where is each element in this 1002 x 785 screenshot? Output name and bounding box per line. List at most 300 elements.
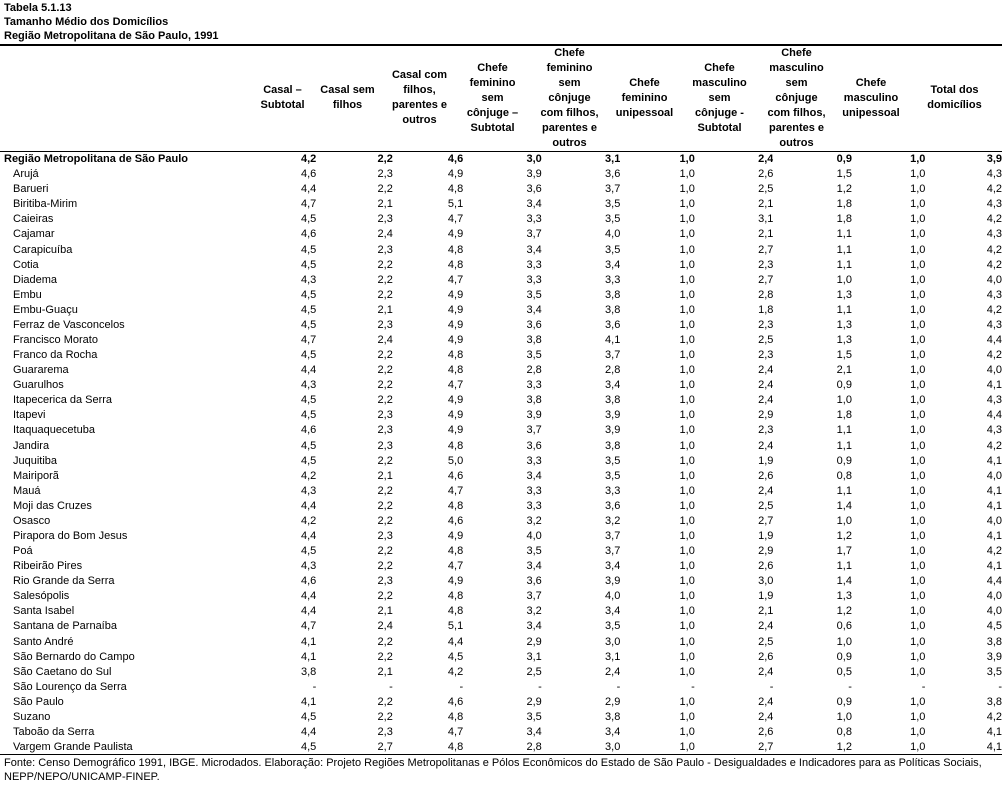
value-cell: 2,3	[377, 213, 393, 226]
value-cell: 4,1	[986, 529, 1002, 542]
value-cell: 3,5	[605, 243, 621, 256]
value-cell: 1,0	[910, 183, 926, 196]
value-cell: 2,6	[758, 726, 774, 738]
value-cell: 4,6	[301, 424, 317, 437]
value-cell: 4,2	[986, 303, 1002, 316]
value-cell: -	[691, 680, 695, 693]
value-cell: 4,4	[301, 605, 317, 618]
value-cell: 3,5	[605, 454, 621, 467]
value-cell: 1,0	[910, 153, 926, 166]
table-row	[0, 619, 1002, 634]
value-cell: 1,8	[836, 198, 852, 211]
value-cell: 2,7	[758, 514, 774, 527]
value-cell: -	[312, 680, 317, 693]
table-row	[0, 544, 1002, 559]
value-cell: 1,0	[910, 484, 926, 497]
value-cell: 1,0	[910, 228, 926, 241]
value-cell: 1,0	[679, 273, 695, 286]
value-cell: 4,2	[301, 153, 317, 166]
value-cell: 3,4	[526, 243, 542, 256]
value-cell: 1,0	[910, 168, 926, 181]
value-cell: 1,0	[679, 575, 695, 588]
value-cell: 3,4	[526, 469, 542, 482]
value-cell: 1,5	[836, 349, 852, 362]
municipality-name: Guarulhos	[13, 379, 64, 392]
value-cell: 2,4	[758, 695, 774, 708]
value-cell: 4,6	[447, 695, 464, 708]
value-cell: 1,0	[679, 364, 695, 377]
value-cell: 1,3	[836, 590, 852, 603]
value-cell: 1,0	[836, 514, 852, 527]
value-cell: 4,4	[986, 575, 1002, 588]
value-cell: 4,1	[301, 635, 317, 648]
value-cell: 3,7	[605, 183, 621, 196]
value-cell: 4,4	[301, 183, 317, 196]
table-row	[0, 182, 1002, 197]
value-cell: 1,0	[910, 364, 926, 377]
value-cell: 4,7	[301, 333, 317, 346]
value-cell: 2,5	[758, 333, 774, 346]
value-cell: 3,4	[605, 379, 621, 392]
column-header: Chefe masculino unipessoal	[842, 76, 900, 119]
value-cell: 4,0	[986, 514, 1002, 527]
table-row	[0, 378, 1002, 393]
value-cell: 4,5	[301, 349, 317, 362]
value-cell: 3,9	[605, 409, 621, 422]
value-cell: 4,6	[447, 153, 464, 166]
value-cell: 1,0	[679, 469, 695, 482]
value-cell: 1,3	[836, 318, 852, 331]
value-cell: 4,2	[986, 183, 1002, 196]
value-cell: 2,1	[758, 198, 774, 211]
value-cell: 3,1	[605, 153, 621, 166]
municipality-name: Barueri	[13, 183, 49, 196]
value-cell: 4,5	[447, 650, 464, 663]
value-cell: 1,0	[679, 228, 695, 241]
value-cell: 2,4	[758, 484, 774, 497]
value-cell: 1,0	[679, 529, 695, 542]
value-cell: 3,3	[526, 454, 542, 467]
value-cell: 1,9	[758, 454, 774, 467]
value-cell: 4,1	[986, 560, 1002, 573]
value-cell: 3,3	[605, 484, 621, 497]
municipality-name: Santa Isabel	[13, 605, 75, 618]
value-cell: 3,8	[526, 394, 542, 407]
value-cell: 2,4	[758, 153, 774, 166]
value-cell: 0,9	[836, 454, 852, 467]
value-cell: 4,0	[526, 529, 542, 542]
municipality-name: Poá	[13, 545, 33, 558]
table-row	[0, 680, 1002, 695]
value-cell: 2,5	[758, 183, 774, 196]
value-cell: 1,1	[836, 560, 852, 573]
value-cell: 4,5	[301, 243, 317, 256]
value-cell: 4,4	[301, 499, 317, 512]
value-cell: 4,9	[447, 288, 464, 301]
value-cell: 3,0	[526, 153, 542, 166]
municipality-name: Moji das Cruzes	[13, 499, 92, 512]
value-cell: 1,0	[910, 439, 926, 452]
value-cell: 5,0	[447, 454, 464, 467]
value-cell: 4,9	[447, 575, 464, 588]
value-cell: 1,1	[836, 424, 852, 437]
column-header: Chefe masculino sem cônjuge - Subtotal	[692, 61, 747, 134]
value-cell: 1,0	[910, 726, 926, 738]
value-cell: 2,3	[758, 258, 774, 271]
value-cell: 4,8	[447, 243, 464, 256]
value-cell: 1,0	[910, 469, 926, 482]
value-cell: 1,0	[910, 333, 926, 346]
value-cell: 1,4	[836, 499, 852, 512]
value-cell: 3,4	[526, 726, 542, 738]
municipality-name: São Bernardo do Campo	[13, 650, 135, 663]
value-cell: 3,3	[526, 273, 542, 286]
value-cell: 1,0	[836, 273, 852, 286]
value-cell: 1,0	[910, 605, 926, 618]
value-cell: 1,0	[910, 288, 926, 301]
value-cell: 3,3	[526, 499, 542, 512]
value-cell: 2,3	[377, 726, 393, 738]
value-cell: 3,6	[526, 318, 542, 331]
municipality-name: Biritiba-Mirim	[13, 198, 78, 211]
value-cell: 0,9	[836, 695, 852, 708]
value-cell: 3,4	[605, 726, 621, 738]
municipality-name: Taboão da Serra	[13, 726, 95, 738]
value-cell: 2,5	[758, 635, 774, 648]
value-cell: 1,0	[679, 514, 695, 527]
value-cell: 2,6	[758, 469, 774, 482]
value-cell: 1,0	[679, 560, 695, 573]
value-cell: 2,4	[758, 665, 774, 678]
value-cell: 4,3	[986, 198, 1002, 211]
municipality-name: Embu-Guaçu	[13, 303, 78, 316]
value-cell: 2,9	[605, 695, 621, 708]
value-cell: 1,0	[679, 409, 695, 422]
value-cell: -	[538, 680, 542, 693]
value-cell: 4,6	[301, 168, 317, 181]
value-cell: 4,3	[301, 273, 317, 286]
value-cell: 0,9	[836, 650, 852, 663]
value-cell: -	[998, 680, 1002, 693]
table-row	[0, 665, 1002, 680]
value-cell: 2,4	[758, 364, 774, 377]
value-cell: 4,8	[447, 605, 464, 618]
value-cell: 1,1	[836, 258, 852, 271]
value-cell: 4,1	[986, 741, 1002, 754]
value-cell: 3,8	[526, 333, 542, 346]
source-note: Fonte: Censo Demográfico 1991, IBGE. Microdados. Elaboração: Projeto Regiões Metropolitanas e Pólos Econômicos do Estado de São Paulo - Desigualdades e Indicadores para as Políticas Sociais, NEPP/NEPO/UNICAMP-FINEP.	[4, 757, 982, 783]
value-cell: 2,6	[758, 560, 774, 573]
value-cell: 4,7	[447, 726, 464, 738]
value-cell: 1,0	[910, 424, 926, 437]
value-cell: 2,3	[758, 318, 774, 331]
value-cell: 1,7	[836, 545, 852, 558]
value-cell: 4,7	[301, 198, 317, 211]
value-cell: 1,0	[679, 258, 695, 271]
value-cell: 4,3	[301, 379, 317, 392]
value-cell: 3,5	[605, 213, 621, 226]
value-cell: 3,9	[986, 650, 1002, 663]
municipality-name: Cotia	[13, 258, 39, 271]
municipality-name: Carapicuíba	[13, 243, 73, 256]
value-cell: 3,2	[605, 514, 621, 527]
value-cell: 1,0	[836, 710, 852, 723]
value-cell: 2,4	[758, 620, 774, 633]
value-cell: 4,8	[447, 545, 464, 558]
value-cell: 1,0	[679, 650, 695, 663]
value-cell: 2,8	[758, 288, 774, 301]
value-cell: 4,6	[301, 228, 317, 241]
municipality-name: Região Metropolitana de São Paulo	[4, 153, 188, 166]
municipality-name: Cajamar	[13, 228, 55, 241]
value-cell: 4,3	[986, 318, 1002, 331]
value-cell: 2,6	[758, 168, 774, 181]
value-cell: 3,8	[605, 288, 621, 301]
municipality-name: Diadema	[13, 273, 58, 286]
municipality-name: Salesópolis	[13, 590, 70, 603]
municipality-name: Arujá	[13, 168, 39, 181]
table-row	[0, 710, 1002, 725]
value-cell: 1,0	[910, 243, 926, 256]
value-cell: 0,8	[836, 726, 852, 738]
value-cell: 1,0	[679, 333, 695, 346]
value-cell: 1,9	[758, 590, 774, 603]
value-cell: 4,4	[301, 529, 317, 542]
value-cell: 2,1	[377, 303, 393, 316]
value-cell: 0,9	[836, 379, 852, 392]
value-cell: 1,0	[910, 409, 926, 422]
value-cell: 4,9	[447, 318, 464, 331]
value-cell: -	[459, 680, 464, 693]
value-cell: 1,1	[836, 439, 852, 452]
value-cell: 4,9	[447, 303, 464, 316]
value-cell: 3,5	[526, 710, 542, 723]
value-cell: 3,7	[526, 228, 542, 241]
value-cell: 2,5	[526, 665, 542, 678]
value-cell: 4,1	[986, 499, 1002, 512]
value-cell: 3,3	[526, 379, 542, 392]
column-header: Casal – Subtotal	[260, 84, 305, 111]
value-cell: 1,0	[679, 243, 695, 256]
value-cell: 1,0	[910, 545, 926, 558]
value-cell: 3,1	[605, 650, 621, 663]
value-cell: 2,1	[758, 228, 774, 241]
value-cell: 4,7	[447, 273, 464, 286]
municipality-name: Juquitiba	[13, 454, 58, 467]
value-cell: 2,1	[836, 364, 852, 377]
value-cell: 4,3	[986, 288, 1002, 301]
value-cell: 2,6	[758, 650, 774, 663]
value-cell: 3,6	[526, 575, 542, 588]
data-table	[0, 152, 1002, 755]
table-row	[0, 197, 1002, 212]
value-cell: 4,7	[447, 213, 464, 226]
value-cell: 1,1	[836, 484, 852, 497]
value-cell: 1,0	[910, 620, 926, 633]
value-cell: 2,7	[758, 243, 774, 256]
value-cell: 2,4	[377, 333, 393, 346]
value-cell: 4,3	[301, 484, 317, 497]
value-cell: 1,0	[679, 454, 695, 467]
municipality-name: Vargem Grande Paulista	[13, 741, 133, 754]
table-row	[0, 514, 1002, 529]
value-cell: 3,8	[605, 439, 621, 452]
value-cell: 2,1	[758, 605, 774, 618]
value-cell: 4,1	[986, 484, 1002, 497]
value-cell: 1,8	[836, 409, 852, 422]
municipality-name: Santana de Parnaíba	[13, 620, 117, 633]
value-cell: 2,3	[758, 349, 774, 362]
table-row	[0, 695, 1002, 710]
table-title: Tamanho Médio dos Domicílios	[4, 16, 169, 28]
value-cell: 1,0	[679, 168, 695, 181]
value-cell: 3,9	[605, 424, 621, 437]
value-cell: 3,5	[526, 349, 542, 362]
value-cell: 2,2	[377, 183, 393, 196]
value-cell: 1,2	[836, 605, 852, 618]
municipality-name: Ribeirão Pires	[13, 560, 83, 573]
value-cell: 4,5	[986, 620, 1002, 633]
table-row	[0, 393, 1002, 408]
value-cell: 4,2	[986, 439, 1002, 452]
value-cell: 1,0	[679, 741, 695, 754]
value-cell: 4,2	[986, 258, 1002, 271]
value-cell: 2,7	[377, 741, 393, 754]
value-cell: 4,6	[447, 469, 464, 482]
value-cell: 4,5	[301, 710, 317, 723]
table-row	[0, 318, 1002, 333]
value-cell: 4,7	[447, 560, 464, 573]
value-cell: 2,1	[377, 665, 393, 678]
value-cell: 1,0	[910, 379, 926, 392]
value-cell: 1,0	[910, 695, 926, 708]
value-cell: 4,8	[447, 364, 464, 377]
value-cell: 1,0	[679, 695, 695, 708]
table-subtitle: Região Metropolitana de São Paulo, 1991	[4, 30, 219, 42]
table-row	[0, 499, 1002, 514]
table-row	[0, 650, 1002, 665]
value-cell: 3,3	[526, 484, 542, 497]
value-cell: 1,0	[679, 726, 695, 738]
value-cell: 1,0	[910, 575, 926, 588]
value-cell: 4,3	[986, 394, 1002, 407]
value-cell: 3,3	[605, 273, 621, 286]
value-cell: 1,0	[910, 499, 926, 512]
value-cell: 2,4	[758, 394, 774, 407]
municipality-name: Franco da Rocha	[13, 349, 98, 362]
value-cell: 4,7	[301, 620, 317, 633]
column-header: Chefe feminino sem cônjuge – Subtotal	[466, 61, 519, 134]
value-cell: 1,2	[836, 529, 852, 542]
value-cell: 2,3	[377, 168, 393, 181]
value-cell: 3,4	[526, 560, 542, 573]
value-cell: 3,5	[986, 665, 1002, 678]
value-cell: 2,3	[377, 439, 393, 452]
value-cell: 3,7	[605, 545, 621, 558]
value-cell: 2,3	[377, 575, 393, 588]
value-cell: 4,4	[301, 364, 317, 377]
value-cell: 2,1	[377, 469, 393, 482]
value-cell: 3,7	[526, 424, 542, 437]
value-cell: 1,0	[679, 484, 695, 497]
value-cell: 3,8	[605, 394, 621, 407]
value-cell: 4,9	[447, 424, 464, 437]
value-cell: 3,6	[605, 168, 621, 181]
value-cell: 2,8	[605, 364, 621, 377]
value-cell: 3,0	[758, 575, 774, 588]
value-cell: 1,1	[836, 228, 852, 241]
table-row	[0, 423, 1002, 438]
value-cell: 3,3	[526, 213, 542, 226]
value-cell: 3,1	[758, 213, 774, 226]
value-cell: 2,2	[377, 650, 393, 663]
value-cell: 4,1	[986, 379, 1002, 392]
value-cell: 3,8	[986, 635, 1002, 648]
value-cell: 4,3	[986, 168, 1002, 181]
value-cell: 1,0	[910, 273, 926, 286]
value-cell: 1,0	[910, 741, 926, 754]
table-row	[0, 408, 1002, 423]
municipality-name: Osasco	[13, 514, 51, 527]
value-cell: 2,2	[377, 273, 393, 286]
value-cell: -	[848, 680, 852, 693]
municipality-name: Itapevi	[13, 409, 46, 422]
table-row	[0, 242, 1002, 257]
value-cell: 4,0	[986, 605, 1002, 618]
value-cell: 2,2	[377, 545, 393, 558]
municipality-name: Guararema	[13, 364, 69, 377]
value-cell: 1,0	[679, 318, 695, 331]
municipality-name: Rio Grande da Serra	[13, 575, 115, 588]
value-cell: 1,0	[910, 635, 926, 648]
value-cell: 3,4	[605, 258, 621, 271]
table-row	[0, 438, 1002, 453]
value-cell: 4,2	[986, 213, 1002, 226]
value-cell: 3,6	[526, 183, 542, 196]
value-cell: 2,9	[758, 545, 774, 558]
value-cell: 1,0	[679, 424, 695, 437]
table-row	[0, 167, 1002, 182]
value-cell: 2,2	[377, 288, 393, 301]
value-cell: 4,8	[447, 499, 464, 512]
value-cell: 2,3	[377, 318, 393, 331]
value-cell: 2,2	[377, 635, 393, 648]
value-cell: 4,5	[301, 454, 317, 467]
value-cell: 3,7	[605, 349, 621, 362]
value-cell: 1,2	[836, 183, 852, 196]
table-row	[0, 212, 1002, 227]
value-cell: 3,9	[526, 168, 542, 181]
value-cell: 2,2	[377, 258, 393, 271]
value-cell: 3,3	[526, 258, 542, 271]
value-cell: 4,0	[986, 273, 1002, 286]
value-cell: 4,2	[986, 243, 1002, 256]
value-cell: 4,8	[447, 710, 464, 723]
table-row	[0, 635, 1002, 650]
value-cell: 3,5	[605, 620, 621, 633]
total-row	[0, 152, 1002, 167]
value-cell: 2,8	[526, 364, 542, 377]
value-cell: 3,0	[605, 741, 621, 754]
value-cell: 4,5	[301, 318, 317, 331]
value-cell: 4,5	[301, 258, 317, 271]
municipality-name: Pirapora do Bom Jesus	[13, 529, 128, 542]
value-cell: 4,4	[986, 333, 1002, 346]
value-cell: 2,3	[758, 424, 774, 437]
value-cell: 3,6	[605, 318, 621, 331]
table-row	[0, 484, 1002, 499]
value-cell: 3,4	[526, 620, 542, 633]
